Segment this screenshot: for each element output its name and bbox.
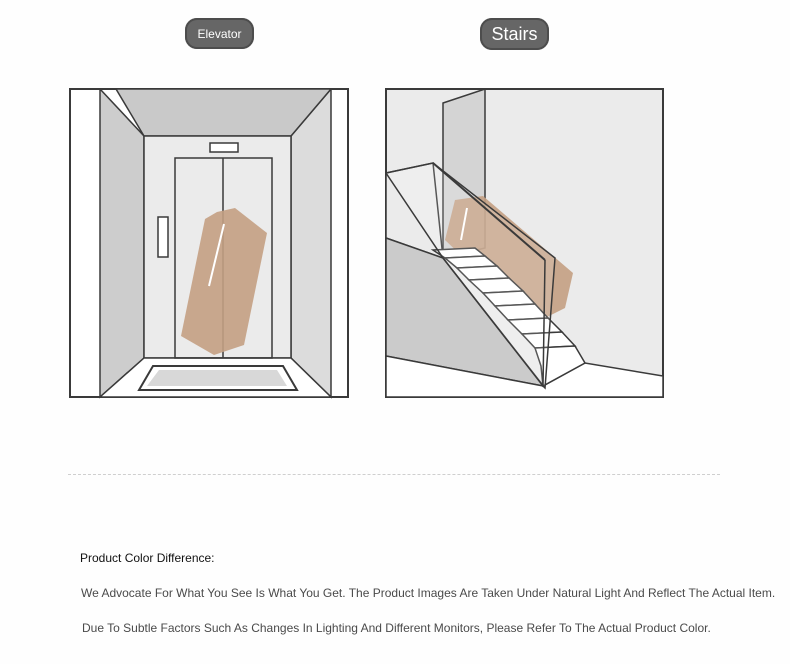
color-difference-text-1: We Advocate For What You See Is What You Get. The Product Images Are Taken Under Natural Light And Reflect The Actual Item. [81,586,776,600]
elevator-label: Elevator [185,18,254,49]
color-difference-title: Product Color Difference: [80,551,215,565]
color-difference-text-2: Due To Subtle Factors Such As Changes In Lighting And Different Monitors, Please Refer To The Actual Product Color. [82,621,711,635]
stairs-illustration [385,88,665,400]
stairs-label: Stairs [480,18,549,50]
section-divider [68,474,720,475]
elevator-illustration [69,88,350,400]
